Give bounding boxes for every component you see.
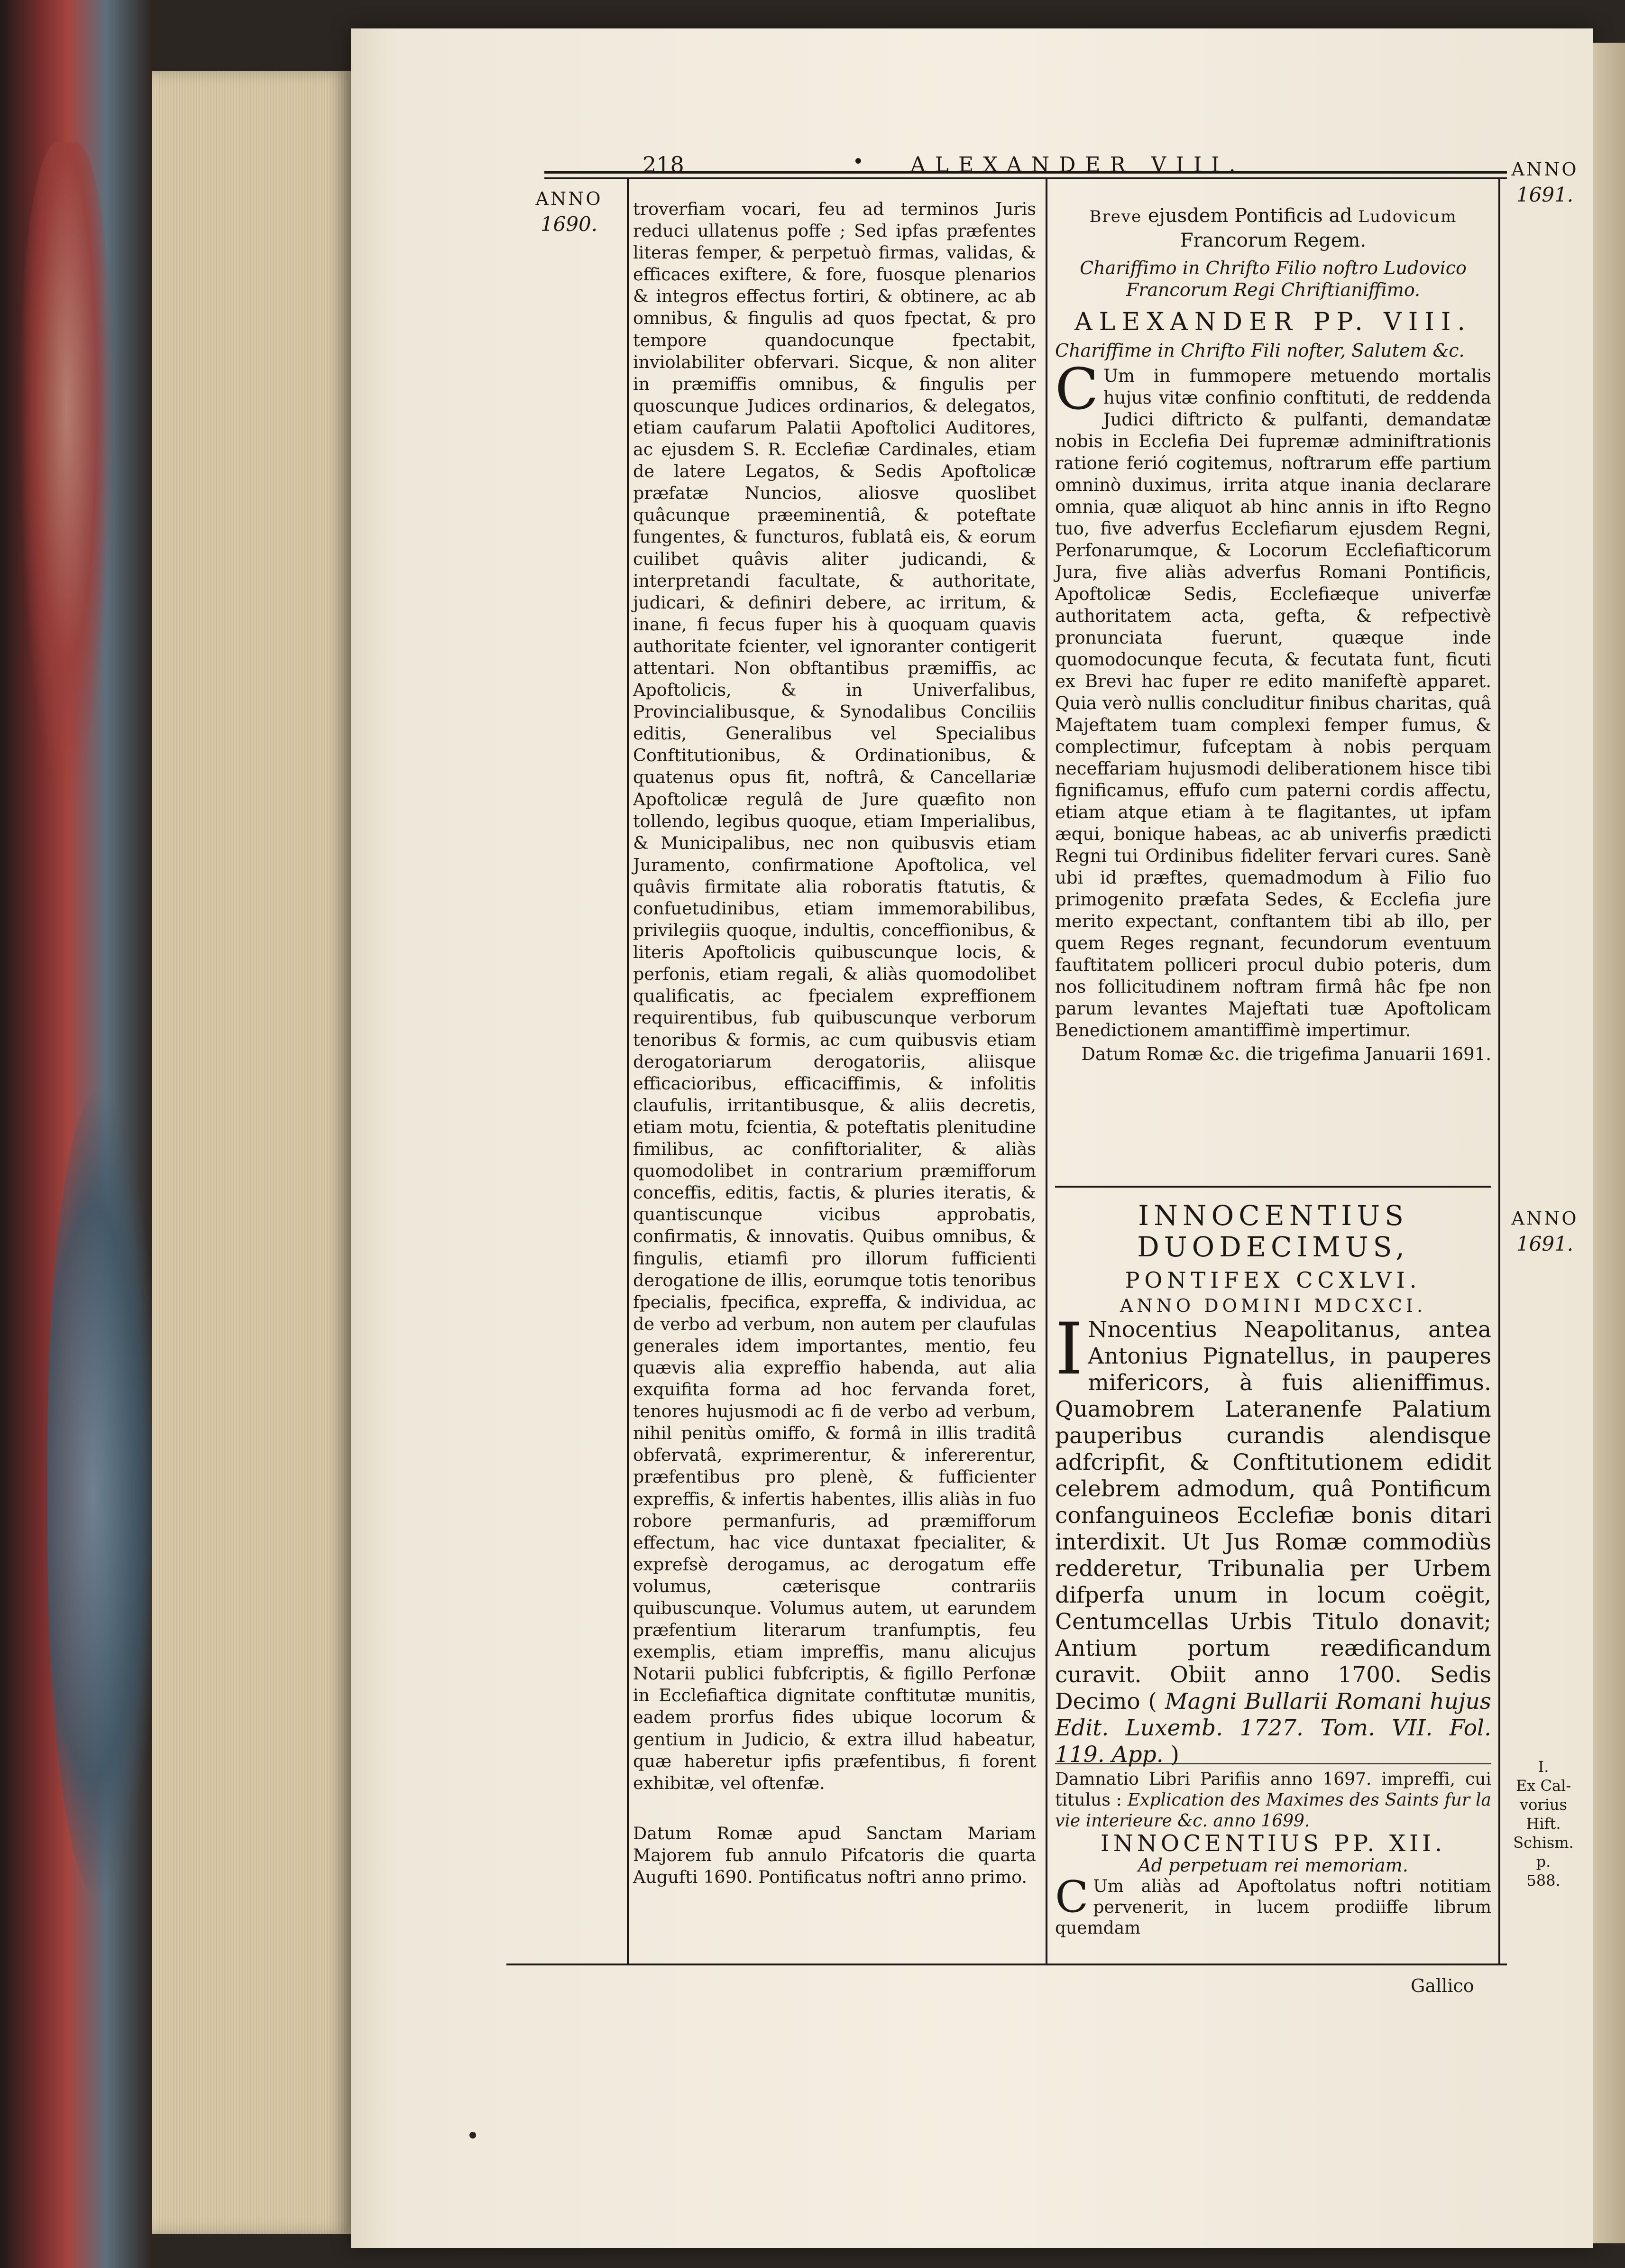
margin-year-left xyxy=(512,186,626,237)
damnatio-paragraph xyxy=(1055,1769,1491,1832)
innocentius-section xyxy=(1055,1200,1491,1768)
biography-text: Nnocentius Neapolitanus, antea Antonius Pignatellus, in pauperes mifericors, à fuis alieniffimus. Quamobrem Lateranenfe Palatium pauperibus curandis alendisque adfcripfit, & Conftitutionem edidit celebrem admodum, quâ Pontificum confanguineos Ecclefiæ bonis ditari interdixit. Ut Jus Romæ commodiùs redderetur, Tribunalia per Urbem difperfa unum in locum coëgit, Centumcellas Urbis Titulo donavit; Antium portum reædificandum curavit. Obiit anno 1700. Sedis Decimo ( xyxy=(1055,1317,1491,1715)
note-line: Hift. xyxy=(1526,1815,1561,1833)
note-line: Schism. p. xyxy=(1513,1834,1574,1871)
margin-anno-label: ANNO xyxy=(1511,159,1579,180)
breve-word: Breve xyxy=(1089,207,1142,226)
header-dot: • xyxy=(853,151,864,173)
margin-anno-label: ANNO xyxy=(535,188,603,209)
margin-anno-year: 1691. xyxy=(1516,1232,1574,1255)
innocentius-xii-heading: INNOCENTIUS PP. XII. xyxy=(1100,1830,1446,1857)
margin-source-note xyxy=(1508,1757,1579,1890)
margin-year-right-2 xyxy=(1509,1206,1580,1257)
running-title: ALEXANDER VIII. xyxy=(910,153,1245,177)
biography-close: ) xyxy=(1170,1742,1179,1768)
page-number: 218 xyxy=(643,152,684,177)
column-rule-left xyxy=(627,178,629,1964)
column-rule-center xyxy=(1046,178,1047,1964)
page-edges xyxy=(152,71,351,2234)
anno-domini-heading: ANNO DOMINI MDCXCI. xyxy=(1120,1295,1427,1316)
biography-paragraph xyxy=(1055,1308,1491,1768)
frame-top-rule-inner xyxy=(544,177,1507,179)
margin-year-right-1 xyxy=(1509,157,1580,208)
drop-cap: I xyxy=(1055,1308,1083,1391)
column-rule-right xyxy=(1498,178,1500,1964)
note-line: vorius xyxy=(1520,1796,1567,1814)
book-binding xyxy=(0,0,152,2268)
breve-heading xyxy=(1055,204,1491,252)
pope-heading: ALEXANDER PP. VIII. xyxy=(1074,308,1472,336)
left-dated-line: Datum Romæ apud Sanctam Mariam Majorem fub annulo Pifcatoris die quarta Augufti 1690. Pontificatus noftri anno primo. xyxy=(633,1823,1036,1888)
section-rule-thin xyxy=(1055,1763,1491,1764)
drop-cap: C xyxy=(1055,1872,1089,1922)
address-line: Chariffimo in Chrifto Filio noftro Ludovico Francorum Regi Chriftianiffimo. xyxy=(1080,258,1467,300)
margin-anno-label: ANNO xyxy=(1511,1208,1579,1229)
final-text: Um aliàs ad Apoftolatus noftri notitiam pervenerit, in lucem prodiiffe librum quemdam xyxy=(1055,1877,1491,1938)
section-rule xyxy=(1055,1186,1491,1188)
biography-citation: Magni Bullarii Romani hujus Edit. Luxemb. 1727. Tom. VII. Fol. 119. App. xyxy=(1055,1688,1491,1768)
marbled-cover-blue xyxy=(47,1091,161,1897)
right-column xyxy=(1055,204,1491,1065)
drop-cap: C xyxy=(1055,357,1099,423)
breve-heading-text: ejusdem Pontificis ad xyxy=(1148,205,1352,227)
breve-heading-end: Francorum Regem. xyxy=(1180,230,1367,251)
innocentius-heading: INNOCENTIUS DUODECIMUS, xyxy=(1137,1199,1409,1263)
note-line: 588. xyxy=(1526,1872,1561,1890)
letter-body: Um in fummopere metuendo mortalis hujus vitæ confinio conftituti, de reddenda Judici diftricto & pulfanti, demandatæ nobis in Ecclefia Dei fupremæ adminiftrationis ratione ferió cogitemus, noftrarum effe partium omninò duximus, irrita atque inania declarare omnia, quæ aliquot ab hinc annis in ifto Regno tuo, five adverfus Ecclefiarum ejusdem Regni, Perfonarumque, & Locorum Ecclefiafticorum Jura, five aliàs adverfus Romani Pontificis, Apoftolicæ Sedis, Ecclefiæque univerfæ authoritatem acta, gefta, & refpectivè pronunciata fuerunt, quæque inde quomodocunque fecuta, & fecutata funt, ficuti ex Brevi hac fuper re edito manifeftè apparet. Quia verò nullis concluditur finibus charitas, quâ Majeftatem tuam complexi femper fumus, & complectimur, fufceptam à nobis perquam neceffariam hujusmodi deliberationem hisce tibi fignificamus, effufo cum paterni cordis affectu, etiam atque etiam à te flagitantes, ut ipfam æqui, bonique habeas, ac ab univerfis prædicti Regni tui Ordinibus fideliter fervari cures. Sanè ubi id præftes, quemadmodum à Filio fuo primogenito præfata Sedes, & Ecclefia jure merito expectant, conftantem tibi ab illo, per quem Reges regnant, fecundorum eventuum fauftitatem polliceri procul dubio poteris, dum nos follicitudinem noftram firmâ hâc fpe non parum levantes Majeftati tuæ Apoftolicam Benedictionem amantiffimè impertimur. xyxy=(1055,366,1491,1041)
letter-paragraph xyxy=(1055,357,1491,1042)
letter-dated-line: Datum Romæ &c. die trigefima Januarii 1691. xyxy=(1081,1044,1491,1064)
salutation: Chariffime in Chrifto Fili nofter, Salutem &c. xyxy=(1055,340,1465,361)
catchword: Gallico xyxy=(1411,1975,1474,1996)
damnatio-text: Damnatio Libri Parifiis anno 1697. impreffi, cui titulus : xyxy=(1055,1770,1491,1810)
final-paragraph xyxy=(1055,1872,1491,1939)
pontifex-heading: PONTIFEX CCXLVI. xyxy=(1125,1267,1422,1293)
frame-bottom-rule xyxy=(506,1964,1507,1965)
damnatio-title: Explication des Maximes des Saints fur la vie interieure &c. anno 1699. xyxy=(1055,1790,1491,1831)
margin-anno-year: 1690. xyxy=(540,212,598,236)
margin-anno-year: 1691. xyxy=(1516,183,1574,206)
note-line: I. xyxy=(1538,1758,1549,1776)
breve-king-name: Ludovicum xyxy=(1358,207,1457,226)
damnatio-section xyxy=(1055,1769,1491,1939)
ink-dot xyxy=(469,2132,476,2139)
marbled-cover-red xyxy=(19,142,114,806)
ad-perpetuam-line: Ad perpetuam rei memoriam. xyxy=(1138,1855,1408,1876)
note-line: Ex Cal- xyxy=(1515,1777,1571,1795)
left-body-text: troverfiam vocari, feu ad terminos Juris reduci ullatenus poffe ; Sed ipfas præfentes literas femper, & perpetuò firmas, validas, & efficaces exiftere, & fore, fuosque plenarios & integros effectus fortiri, & obtinere, ac ab omnibus, & fingulis ad quos fpectat, & pro tempore quandocunque fpectabit, inviolabiliter obfervari. Sicque, & non aliter in præmiffis omnibus, & fingulis per quoscunque Judices ordinarios, & delegatos, etiam caufarum Palatii Apoftolici Auditores, ac ejusdem S. R. Ecclefiæ Cardinales, etiam de latere Legatos, & Sedis Apoftolicæ præfatæ Nuncios, aliosve quoslibet quâcunque præeminentiâ, & poteftate fungentes, & functuros, fublatâ eis, & eorum cuilibet quâvis aliter judicandi, & interpretandi facultate, & authoritate, judicari, & definiri debere, ac irritum, & inane, fi fecus fuper his à quoquam quavis authoritate fcienter, vel ignoranter contigerit attentari. Non obftantibus præmiffis, ac Apoftolicis, & in Univerfalibus, Provincialibusque, & Synodalibus Conciliis editis, Generalibus vel Specialibus Conftitutionibus, & Ordinationibus, & quatenus opus fit, noftrâ, & Cancellariæ Apoftolicæ regulâ de Jure quæfito non tollendo, legibus quoque, etiam Imperialibus, & Municipalibus, nec non quibusvis etiam Juramento, confirmatione Apoftolica, vel quâvis firmitate alia roboratis ftatutis, & confuetudinibus, etiam immemorabilibus, privilegiis quoque, indultis, conceffionibus, & literis Apoftolicis quibuscunque locis, & perfonis, etiam regali, & aliàs quomodolibet qualificatis, ac fpecialem expreffionem requirentibus, fub quibuscunque verborum tenoribus & formis, ac cum quibusvis etiam derogatoriarum derogatoriis, aliisque efficacioribus, efficaciffimis, & infolitis claufulis, irritantibusque, & aliis decretis, etiam motu, fcientia, & poteftatis plenitudine fimilibus, ac confiftorialiter, & aliàs quomodolibet in contrarium præmifforum conceffis, editis, factis, & pluries iteratis, & quantiscunque vicibus approbatis, confirmatis, & innovatis. Quibus omnibus, & fingulis, etiamfi pro illorum fufficienti derogatione de illis, eorumque totis tenoribus fpecialis, fpecifica, expreffa, & individua, ac de verbo ad verbum, non autem per claufulas generales idem importantes, mentio, feu quævis alia expreffio habenda, aut alia exquifita forma ad hoc fervanda foret, tenores hujusmodi ac fi de verbo ad verbum, nihil penitùs omiffo, & formâ in illis traditâ obfervatâ, exprimerentur, & infererentur, præfentibus pro plenè, & fufficienter expreffis, & infertis habentes, illis aliàs in fuo robore permanfuris, ad præmifforum effectum, hac vice duntaxat fpecialiter, & exprefsè derogamus, ac derogatum effe volumus, cæterisque contrariis quibuscunque. Volumus autem, ut earundem præfentium literarum tranfumptis, feu exemplis, etiam impreffis, manu alicujus Notarii publici fubfcriptis, & figillo Perfonæ in Ecclefiaftica dignitate conftitutæ munitis, eadem prorfus fides ubique locorum & gentium in Judicio, & extra illud habeatur, quæ haberetur ipfis præfentibus, fi forent exhibitæ, vel oftenfæ. xyxy=(633,199,1036,1793)
next-page-edge xyxy=(1593,43,1625,2243)
left-column xyxy=(633,198,1036,1888)
